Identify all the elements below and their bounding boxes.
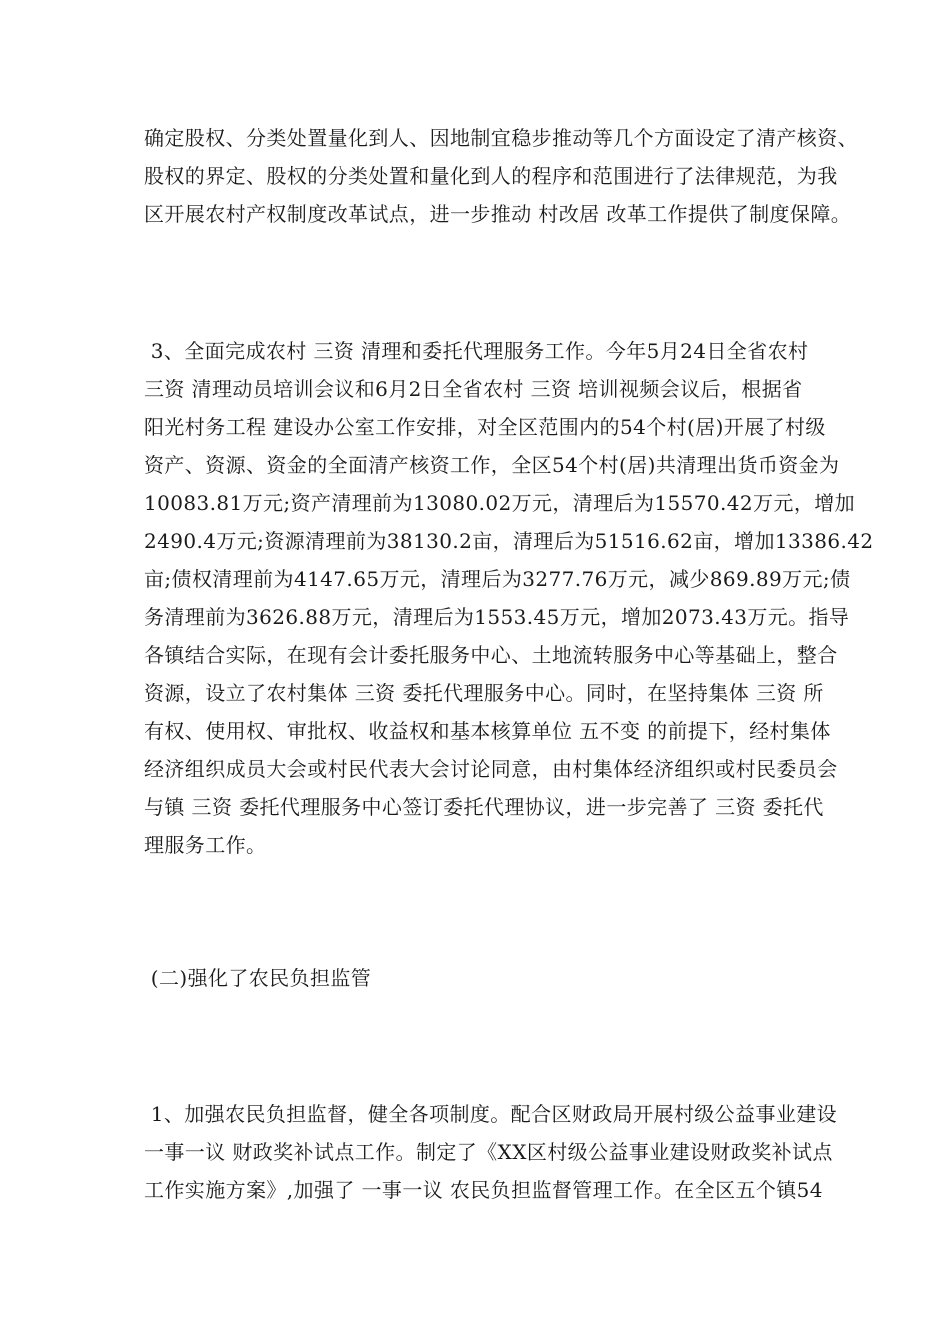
text-line: 阳光村务工程 建设办公室工作安排，对全区范围内的54个村(居)开展了村级 [144,415,826,439]
text-line: 与镇 三资 委托代理服务中心签订委托代理协议，进一步完善了 三资 委托代 [144,795,824,819]
text-line: 经济组织成员大会或村民代表大会讨论同意，由村集体经济组织或村民委员会 [144,757,838,781]
text-line: 1、加强农民负担监督，健全各项制度。配合区财政局开展村级公益事业建设 [144,1102,838,1126]
text-line: 资产、资源、资金的全面清产核资工作，全区54个村(居)共清理出货币资金为 [144,453,840,477]
text-line: 确定股权、分类处置量化到人、因地制宜稳步推动等几个方面设定了清产核资、 [144,126,858,150]
text-line: 3、全面完成农村 三资 清理和委托代理服务工作。今年5月24日全省农村 [144,339,809,363]
text-line: 各镇结合实际，在现有会计委托服务中心、土地流转服务中心等基础上，整合 [144,643,838,667]
text-line: 股权的界定、股权的分类处置和量化到人的程序和范围进行了法律规范，为我 [144,164,838,188]
text-line: 资源，设立了农村集体 三资 委托代理服务中心。同时，在坚持集体 三资 所 [144,681,824,705]
text-line: 理服务工作。 [144,833,267,857]
text-line: 10083.81万元;资产清理前为13080.02万元，清理后为15570.42万元，增加 [144,491,856,515]
text-line: 三资 清理动员培训会议和6月2日全省农村 三资 培训视频会议后，根据省 [144,377,803,401]
text-line: 区开展农村产权制度改革试点，进一步推动 村改居 改革工作提供了制度保障。 [144,202,852,226]
text-line: 一事一议 财政奖补试点工作。制定了《XX区村级公益事业建设财政奖补试点 [144,1140,833,1164]
text-line: 有权、使用权、审批权、收益权和基本核算单位 五不变 的前提下，经村集体 [144,719,831,743]
text-line: 亩;债权清理前为4147.65万元，清理后为3277.76万元，减少869.89万元;债 [144,567,851,591]
text-line: 工作实施方案》,加强了 一事一议 农民负担监督管理工作。在全区五个镇54 [144,1178,823,1202]
text-line: 2490.4万元;资源清理前为38130.2亩，清理后为51516.62亩，增加13386.42 [144,529,874,553]
section-heading: (二)强化了农民负担监管 [144,966,372,990]
text-line: 务清理前为3626.88万元，清理后为1553.45万元，增加2073.43万元。指导 [144,605,850,629]
